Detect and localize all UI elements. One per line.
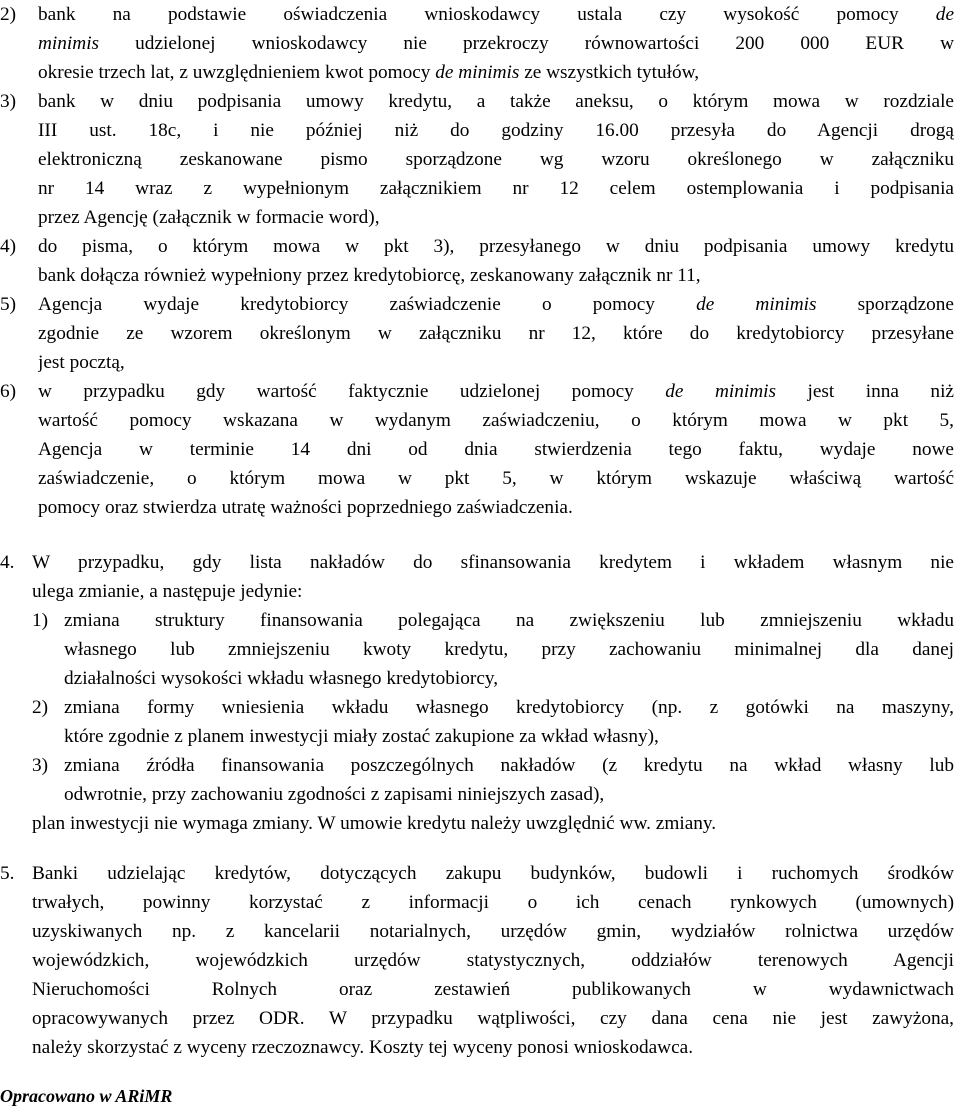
section-5-line-1 — [32, 859, 954, 888]
item-number: 2) — [32, 697, 49, 718]
section-4-item-3 — [64, 751, 954, 809]
text-line: które zgodnie z planem inwestycji miały zostać zakupione za wkład własny), — [64, 726, 659, 747]
text-line: W przypadku, gdy lista nakładów do sfinansowania kredytem i wkładem własnym nie — [32, 552, 954, 573]
item-number: 3) — [0, 91, 17, 112]
text-line: nr 14 wraz z wypełnionym załącznikiem nr 12 celem ostemplowania i podpisania — [38, 178, 954, 199]
item-number: 6) — [0, 381, 17, 402]
text-line: jest pocztą, — [38, 352, 125, 373]
text-line: własnego lub zmniejszeniu kwoty kredytu, przy zachowaniu minimalnej dla danej — [64, 639, 954, 660]
item-number: 1) — [32, 610, 49, 631]
text-line: uzyskiwanych np. z kancelarii notarialnych, urzędów gmin, wydziałów rolnictwa urzędów — [32, 921, 954, 942]
text-line — [38, 377, 954, 406]
text-line: opracowywanych przez ODR. W przypadku wątpliwości, czy dana cena nie jest zawyżona, — [32, 1008, 954, 1029]
text-line — [38, 29, 954, 58]
text-run: bank na podstawie oświadczenia wnioskodawcy ustala czy wysokość pomocy — [38, 4, 936, 25]
paragraph-item-6 — [38, 377, 954, 522]
footer-note: Opracowano w ARiMR — [0, 1086, 173, 1106]
text-line: zmiana źródła finansowania poszczególnych nakładów (z kredytu na wkład własny lub — [64, 755, 954, 776]
text-run: ze wszystkich tytułów, — [519, 62, 700, 83]
italic-term: de minimis — [435, 62, 520, 83]
text-line: Agencja w terminie 14 dni od dnia stwierdzenia tego faktu, wydaje nowe — [38, 439, 954, 460]
paragraph-item-2 — [38, 0, 954, 87]
text-line: przez Agencję (załącznik w formacie word), — [38, 207, 380, 228]
text-line: elektroniczną zeskanowane pismo sporządzone wg wzoru określonego w załączniku — [38, 149, 954, 170]
item-number: 3) — [32, 755, 49, 776]
text-line: zmiana struktury finansowania polegająca na zwiększeniu lub zmniejszeniu wkładu — [64, 610, 954, 631]
text-line: plan inwestycji nie wymaga zmiany. W umowie kredytu należy uwzględnić ww. zmiany. — [32, 813, 717, 834]
section-4-intro — [32, 548, 954, 577]
item-number: 4) — [0, 236, 17, 257]
text-line: Banki udzielając kredytów, dotyczących zakupu budynków, budowli i ruchomych środków — [32, 863, 954, 884]
italic-term: de minimis — [696, 294, 817, 315]
italic-term: minimis — [38, 33, 100, 54]
text-run: udzielonej wnioskodawcy nie przekroczy równowartości 200 000 EUR w — [99, 33, 954, 54]
text-line — [38, 58, 954, 87]
text-line: ulega zmianie, a następuje jedynie: — [32, 581, 303, 602]
text-line — [38, 290, 954, 319]
text-run: okresie trzech lat, z uwzględnieniem kwot pomocy — [38, 62, 436, 83]
text-line — [38, 0, 954, 29]
text-line: zmiana formy wniesienia wkładu własnego kredytobiorcy (np. z gotówki na maszyny, — [64, 697, 954, 718]
paragraph-item-4 — [38, 232, 954, 290]
item-number: 5) — [0, 294, 17, 315]
text-line: zaświadczenie, o którym mowa w pkt 5, w którym wskazuje właściwą wartość — [38, 468, 954, 489]
text-run: w przypadku gdy wartość faktycznie udzielonej pomocy — [38, 381, 666, 402]
text-line: Nieruchomości Rolnych oraz zestawień publikowanych w wydawnictwach — [32, 979, 954, 1000]
section-4-item-2 — [64, 693, 954, 751]
section-4-intro-cont — [32, 577, 954, 606]
text-line: pomocy oraz stwierdza utratę ważności poprzedniego zaświadczenia. — [38, 497, 573, 518]
text-run: jest inna niż — [776, 381, 954, 402]
text-run: Agencja wydaje kredytobiorcy zaświadczenie o pomocy — [38, 294, 697, 315]
italic-term: de minimis — [665, 381, 777, 402]
text-line: zgodnie ze wzorem określonym w załączniku nr 12, które do kredytobiorcy przesyłane — [38, 323, 954, 344]
text-line: bank dołącza również wypełniony przez kredytobiorcę, zeskanowany załącznik nr 11, — [38, 265, 701, 286]
text-line: działalności wysokości wkładu własnego kredytobiorcy, — [64, 668, 499, 689]
text-line: należy skorzystać z wyceny rzeczoznawcy. Koszty tej wyceny ponosi wnioskodawca. — [32, 1037, 694, 1058]
text-line: wartość pomocy wskazana w wydanym zaświadczeniu, o którym mowa w pkt 5, — [38, 410, 954, 431]
section-number: 5. — [0, 863, 15, 884]
paragraph-item-5 — [38, 290, 954, 377]
section-4-item-1 — [64, 606, 954, 693]
italic-term: de — [935, 4, 954, 25]
text-line: trwałych, powinny korzystać z informacji o ich cenach rynkowych (umownych) — [32, 892, 954, 913]
text-line: wojewódzkich, wojewódzkich urzędów statystycznych, oddziałów terenowych Agencji — [32, 950, 954, 971]
text-line: odwrotnie, przy zachowaniu zgodności z zapisami niniejszych zasad), — [64, 784, 605, 805]
section-4-closing — [32, 809, 954, 838]
section-number: 4. — [0, 552, 15, 573]
text-line: bank w dniu podpisania umowy kredytu, a także aneksu, o którym mowa w rozdziale — [38, 91, 954, 112]
section-5-body — [32, 888, 954, 1062]
text-line: III ust. 18c, i nie później niż do godziny 16.00 przesyła do Agencji drogą — [38, 120, 954, 141]
item-number: 2) — [0, 4, 17, 25]
text-run: sporządzone — [816, 294, 954, 315]
paragraph-item-3 — [38, 87, 954, 232]
text-line: do pisma, o którym mowa w pkt 3), przesyłanego w dniu podpisania umowy kredytu — [38, 236, 954, 257]
